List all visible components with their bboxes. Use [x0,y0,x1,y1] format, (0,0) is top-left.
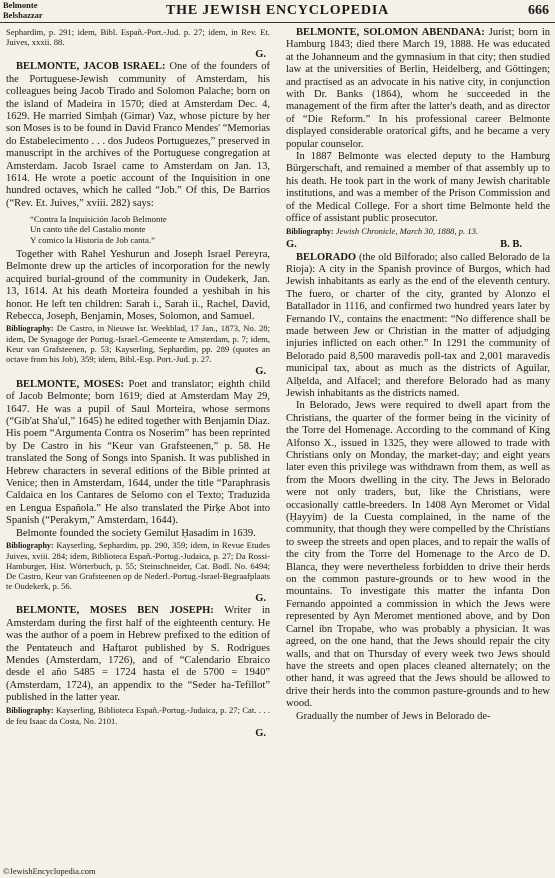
page-header [0,0,555,23]
bibliography [6,705,270,726]
page-number: 666 [528,3,549,18]
article-body: (the old Bilforado; also called Belorado de la Rioja): A city in the Spanish province of Burgos, which had Jewish inhabitants as early as the end of the eleventh century. The fuero, or charter of the city, granted by Alonzo el Batallador in 1116, and confirmed two hundred years later by Fernando IV., contains the enactment: “No difference shall be made between Jew or Christian in the matter of adjudging injuries inflicted on each other.” In 1291 the community of Belorado paid 8,500 maravedis poll-tax and 2,001 maravedis municipal tax, about as much as the districts of Aguilar, Alḥelda, and Alfacel; and therefore Belorado had as many Jewish inhabitants as the districts named. [286,251,550,399]
signature-right: B. B. [500,238,522,250]
article-heading: BELMONTE, JACOB ISRAEL: [16,61,166,73]
bibliography-text: De Castro, in Nieuwe Isr. Weekblad, 17 Jan., 1873, No. 28; idem, De Synagoge der Portug.-Israel.-Gemeente te Amsterdam, p. 7; idem, Keur van Grafsteenen, p. 53; Kayserling, Sephardim, pp. 289 (quotes an octave from his Job), 359; idem, Bibl.-Esp. Port.-Jud. p. 27. [6,323,270,365]
bibliography [286,226,550,237]
running-head-last: Belshazzar [3,9,43,20]
article-signature: G. [255,366,266,378]
article-body: One of the founders of the Portuguese-Jewish community of Amsterdam, his colleagues being Jacob Tirado and Solomon Palache; born on the island of Madeira in 1570; died at Amsterdam Dec. 4, 1629. He married Simḥah (Gimar) Vaz, whose picture by her son Moses is to be found in David Franco Mendes' “Memorias do Estabelecimento . . . dos Judeos Portuguezes,” preserved in manuscript in the archives of the Portuguese congregation at Amsterdam. Jacob Israel came to Amsterdam on Jan. 13, 1614. He wrote a poetic account of the Inquisition in one hundred octaves, which he called “Job.” Of this, De Barrios (“Rev. Et. Juives,” xviii. 282) says: [6,61,270,209]
article-paragraph: In 1887 Belmonte was elected deputy to the Hamburg Bürgerschaft, and remained a member of that assembly up to his death. He took part in the work of many Jewish charitable institutions, and was a member of the Prison Commission and of the Medical College. For a short time Belmonte held the office of assistant public prosecutor. [286,151,550,225]
article-solomon-abendana [286,27,550,151]
page-title: THE JEWISH ENCYCLOPEDIA [166,3,389,18]
bibliography-label: Bibliography: [6,705,54,715]
signature-left: G. [286,238,297,250]
article-heading: BELORADO [296,251,357,263]
bibliography-label: Bibliography: [286,226,334,236]
article-heading: BELMONTE, MOSES BEN JOSEPH: [16,605,214,617]
running-head-first: Belmonte [3,0,38,10]
article-belorado [286,252,550,401]
article-moses [6,379,270,528]
bibliography-text: Kayserling, Sephardim, pp. 290, 359; idem, in Revue Etudes Juives, xviii. 284; idem, Biblioteca Españ.-Portug.-Judaica, p. 27; Da Rossi-Hamburger, Hist. Wörterbuch, p. 55; Steinschneider, Cat. Bodl. No. 6494; De Castro, Keur van Grafsteenen op de Nederl.-Portug.-Israel-Begraafplaats te Oudekerk, p. 56. [6,540,270,592]
article-moses-ben-joseph [6,605,270,704]
continued-bibliography: Sephardim, p. 291; idem, Bibl. Españ.-Port.-Jud. p. 27; idem, in Rev. Et. Juives, xxxii. 88. [6,27,270,47]
article-body: Writer in Amsterdam during the first half of the eighteenth century. He was the author of a poem in Hebrew prefixed to the edition of the Pentateuch and Hafṭarot published by S. Rodrigues Mendes (Amsterdam, 1726), and of “Calendario Ebraico desde el año 5485 = 1724 hasta el de 5700 = 1940” (Amsterdam, 1724), an appendix to the “Seder ha-Tefillot” published in the latter year. [6,605,270,704]
left-column [6,27,270,861]
poem-line: “Contra la Inquisición Jacob Belmonte [30,214,167,225]
bibliography [6,540,270,591]
article-body: Poet and translator; eighth child of Jacob Belmonte; born 1619; died at Amsterdam May 29, 1647. He was a pupil of Saul Morteira, whose sermons (“Gib'at Sha'ul,” 1645) he edited together with Benjamin Diaz. His poem “Argumenta Contra os Noserim” has been reprinted by De Castro in his “Keur van Grafsteenen,” p. 58. He translated the Song of Songs into Spanish. It was published in Hebrew characters in several editions of the Bible printed at Venice; then in Amsterdam, 1644, under the title “Paraphrasis Caldaica en los Cantares de Selomo con el Texto; Traduzida en Lengua Española.” He also translated the Pirḳe Abot into Spanish (“Perakym,” Amsterdam, 1644). [6,378,270,527]
poem-quote [30,214,270,245]
article-signature: G. [255,49,266,60]
bibliography-text: Jewish Chronicle, March 30, 1888, p. 13. [335,225,479,236]
poem-line: Un canto tiñe del Castalio monte [30,224,146,235]
poem-line: Y comico la Historia de Job canta.” [30,234,155,245]
article-paragraph: Belmonte founded the society Gemilut Ḥasadim in 1639. [16,527,256,539]
article-body: Jurist; born in Hamburg 1843; died there March 19, 1888. He was educated at the Johanneum and the gymnasium in that city; then studied law at the universities of Berlin, Heidelberg, and Göttingen; and practised as an advocate in his native city, in conjunction with Dr. Banks (1864), whom he succeeded in the management of the firm after the latter's death, and as director of “Die Reform.” In his professional career Belmonte displayed considerable oratorical gifts, and he became a very popular counselor. [286,27,550,150]
article-paragraph: Gradually the number of Jews in Belorado de- [296,710,491,722]
article-jacob-israel [6,61,270,210]
article-signature: G. [255,727,266,739]
copyright-credit: ©JewishEncyclopedia.com [3,866,96,876]
article-paragraph: In Belorado, Jews were required to dwell apart from the Christians, the quarter of the former being in the vicinity of the Torre del Homenage. According to the command of King Alfonso X., issued in 1325, they were allowed to trade with Christians only on Monday, the market-day; and eight years later even this privilege was withdrawn from them, as well as from the Moors dwelling in the city. The Jews in Belorado were not only traders, but, like the Christians, were occasionally cattle-breeders. In 1408 Ayn Meromet or Vidal (Ḥayyim) de la Cuesta complained, in the name of the community, that though they were compelled by the Christians to sweep the streets and open places, and to repair the walls of the city from the Torre del Homenage to the Arco de D. Blanca, they were nevertheless forbidden to drive their herds on the common pasture-grounds or to hew wood in the mountains. To investigate this matter the infanta Don Fernando appointed a commission in which the Jews were represented by Ayn Meromet mentioned above, and by Don Carnel ibn Tropabe, who was probably a physician. It was agreed, on the one hand, that the Jews should repair the city walls, and that on Thursday of every week two Jews should have the streets and open places cleaned alternately; on the other hand, it was agreed that the Jews should be allowed to drive their herds into the common pasture-grounds and to hew wood. [286,400,550,710]
article-heading: BELMONTE, SOLOMON ABENDANA: [296,27,485,38]
article-paragraph: Together with Rahel Yeshurun and Joseph Israel Pereyra, Belmonte drew up the articles of incorporation for the newly acquired burial-ground of the community in Oudekerk, Jan. 13, 1614. At his death Morteira founded a yeshibah in his honor. He left ten children: Sarah i., Sarah ii., Rachel, David, Rebecca, Joseph, Benjamin, Moses, Solomon, and Samuel. [6,248,270,322]
article-signature: G. [255,593,266,605]
bibliography-text: Kayserling, Biblioteca Españ.-Portug.-Judaica, p. 27; Cat. . . . de feu Isaac da Costa, No. 2101. [6,704,270,726]
article-heading: BELMONTE, MOSES: [16,378,125,390]
bibliography [6,323,270,364]
bibliography-label: Bibliography: [6,541,54,551]
article-signature [286,239,550,252]
bibliography-label: Bibliography: [6,324,54,334]
right-column [286,27,550,861]
